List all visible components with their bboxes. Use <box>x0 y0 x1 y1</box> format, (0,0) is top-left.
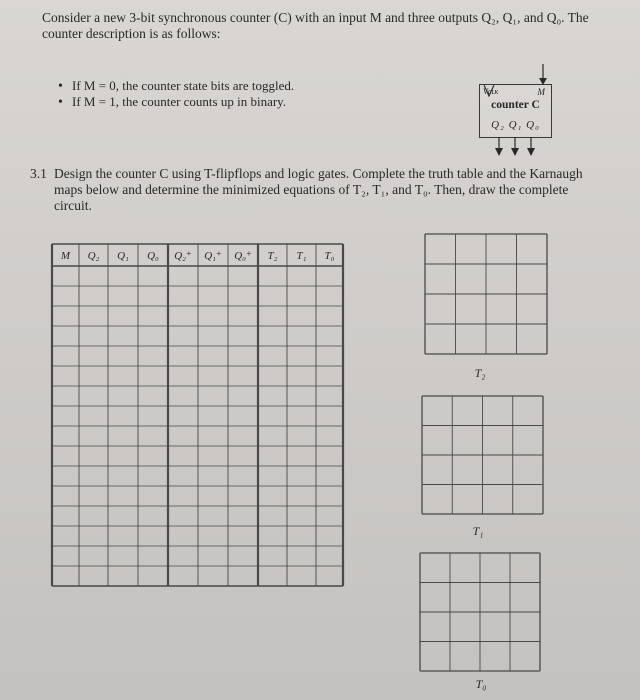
kmap-grid-t2 <box>425 234 547 354</box>
truth-table <box>52 244 343 586</box>
condition-m1: If M = 1, the counter counts up in binary. <box>72 94 287 109</box>
question-text: Design the counter C using T-flipflops and logic gates. Complete the truth table and the Karnaugh maps below and determine the minimized equations of T₂, T₁, and T₀. Then, draw the complete circuit. <box>54 166 583 213</box>
table-header-cell: Q₀⁺ <box>234 250 252 262</box>
clock-input-label: Vcʟᴋ <box>483 87 499 96</box>
clock-triangle-icon <box>484 85 494 96</box>
counter-name: counter C <box>491 99 540 111</box>
bullet-icon: • <box>58 79 63 94</box>
m-input-label: M <box>537 87 545 97</box>
table-header-cell: T₀ <box>324 250 335 262</box>
kmap-caption-t0: T₀ <box>475 677 487 691</box>
counter-outputs: Q₂ Q₁ Q₀ <box>491 119 540 131</box>
table-header-cell: Q₂ <box>87 250 100 262</box>
bullet-icon: • <box>58 95 63 110</box>
intro-text: Consider a new 3-bit synchronous counter (C) with an input M and three outputs Q₂, Q₁, and Q₀. The counter description is as follows: <box>42 10 589 41</box>
karnaugh-maps <box>420 234 547 671</box>
table-header-cell: Q₂⁺ <box>174 250 192 262</box>
table-header-cell: T₁ <box>296 250 307 262</box>
table-header-cell: T₂ <box>267 250 278 262</box>
condition-m0: If M = 0, the counter state bits are toggled. <box>72 78 295 93</box>
counter-arrows <box>484 64 547 156</box>
table-header-cell: Q₀ <box>147 250 159 262</box>
question-number: 3.1 <box>30 166 47 181</box>
kmap-grid-t0 <box>420 553 540 671</box>
table-header-cell: M <box>60 250 71 262</box>
table-header-cell: Q₁⁺ <box>204 250 222 262</box>
kmap-grid-t1 <box>422 396 543 514</box>
table-header-cell: Q₁ <box>117 250 129 262</box>
kmap-caption-t2: T₂ <box>474 366 486 380</box>
kmap-caption-t1: T₁ <box>472 524 484 538</box>
